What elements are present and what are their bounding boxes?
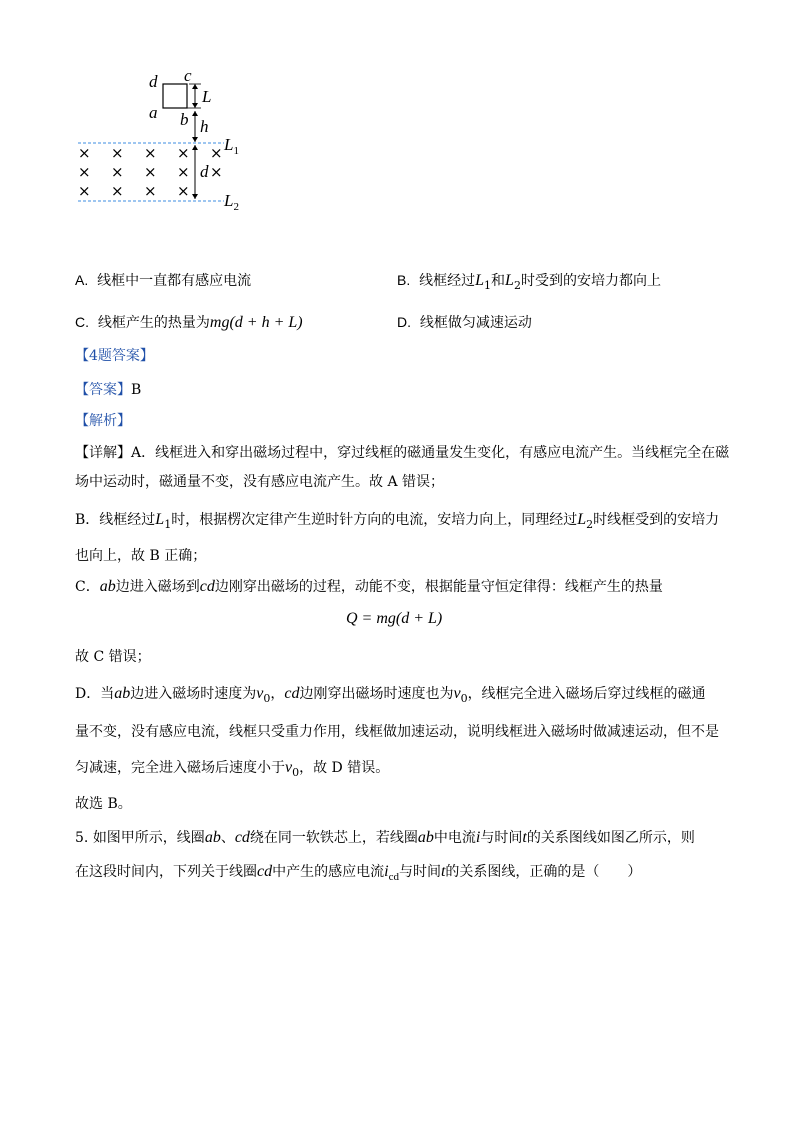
label-L: L	[202, 87, 212, 106]
arrow-head	[192, 145, 198, 150]
field-cross: ×	[144, 182, 157, 200]
formula-heat: mg(d + h + L)	[209, 314, 303, 331]
option-D: D. 线框做匀减速运动	[397, 314, 532, 331]
expl-C-line1: C．ab边进入磁场到cd边刚穿出磁场的过程，动能不变，根据能量守恒定律得：线框产生的热量	[75, 578, 663, 595]
field-cross: ×	[210, 144, 223, 162]
question-5-line2: 在这段时间内，下列关于线圈cd中产生的感应电流$i_{cd}$与时间t的关系图线，正确的是（ ）	[75, 863, 642, 883]
option-C: C. 线框产生的热量为mg(d + h + L)	[75, 314, 303, 331]
expl-B-line1: B．线框经过$L_1$时，根据楞次定律产生逆时针方向的电流，安培力向上，同理经过$L_2$时线框受到的安培力	[75, 511, 720, 531]
field-cross: ×	[177, 144, 190, 162]
field-cross: ×	[210, 163, 223, 181]
wire-frame	[163, 84, 187, 108]
expl-D-line1: D．当ab边进入磁场时速度为$v_0$，cd边刚穿出磁场时速度也为$v_0$，线框完全进入磁场后穿过线框的磁通	[75, 685, 706, 705]
figure-magnetic-field	[60, 66, 260, 216]
label-L1: $L_1$	[224, 135, 239, 157]
arrow-head	[192, 111, 198, 116]
arrow-head	[192, 84, 198, 89]
arrow-head	[192, 103, 198, 108]
expl-conclusion: 故选 B。	[75, 796, 132, 812]
label-h: h	[200, 117, 209, 136]
question-5-line1: 5. 如图甲所示，线圈ab、cd绕在同一软铁芯上，若线圈ab中电流i与时间t的关系图线如图乙所示，则	[75, 829, 695, 846]
expl-B-line2: 也向上，故 B 正确；	[75, 548, 207, 564]
expl-C-conclusion: 故 C 错误；	[75, 649, 151, 665]
expl-A-line2: 场中运动时，磁通量不变，没有感应电流产生。故 A 错误；	[75, 474, 445, 490]
field-cross: ×	[111, 182, 124, 200]
expl-D-line3: 匀减速，完全进入磁场后速度小于$v_0$，故 D 错误。	[75, 759, 390, 779]
field-cross: ×	[78, 163, 91, 181]
expl-A-line1: 【详解】A．线框进入和穿出磁场过程中，穿过线框的磁通量发生变化，有感应电流产生。当线框完全在磁	[75, 445, 730, 461]
label-a: a	[149, 103, 158, 122]
field-cross: ×	[111, 144, 124, 162]
arrow-head	[192, 194, 198, 199]
field-cross: ×	[177, 182, 190, 200]
label-L2: $L_2$	[224, 191, 239, 213]
label-c: c	[184, 66, 192, 85]
option-B: B. 线框经过$L_1$和$L_2$时受到的安培力都向上	[397, 272, 661, 292]
label-d: d	[149, 72, 158, 91]
analysis-label: 【解析】	[75, 413, 131, 429]
label-b: b	[180, 110, 189, 129]
formula-Q: Q = mg(d + L)	[346, 610, 443, 627]
field-cross: ×	[144, 163, 157, 181]
section-title: 【4题答案】	[75, 348, 154, 364]
label-d-depth: d	[200, 162, 209, 181]
field-cross: ×	[177, 163, 190, 181]
expl-D-line2: 量不变，没有感应电流，线框只受重力作用，线框做加速运动，说明线框进入磁场时做减速运动，但不是	[75, 724, 719, 740]
field-cross: ×	[78, 144, 91, 162]
field-cross: ×	[78, 182, 91, 200]
answer-line: 【答案】B	[75, 382, 142, 398]
field-cross: ×	[144, 144, 157, 162]
arrow-head	[192, 137, 198, 142]
option-A: A. 线框中一直都有感应电流	[75, 272, 252, 289]
field-cross: ×	[111, 163, 124, 181]
